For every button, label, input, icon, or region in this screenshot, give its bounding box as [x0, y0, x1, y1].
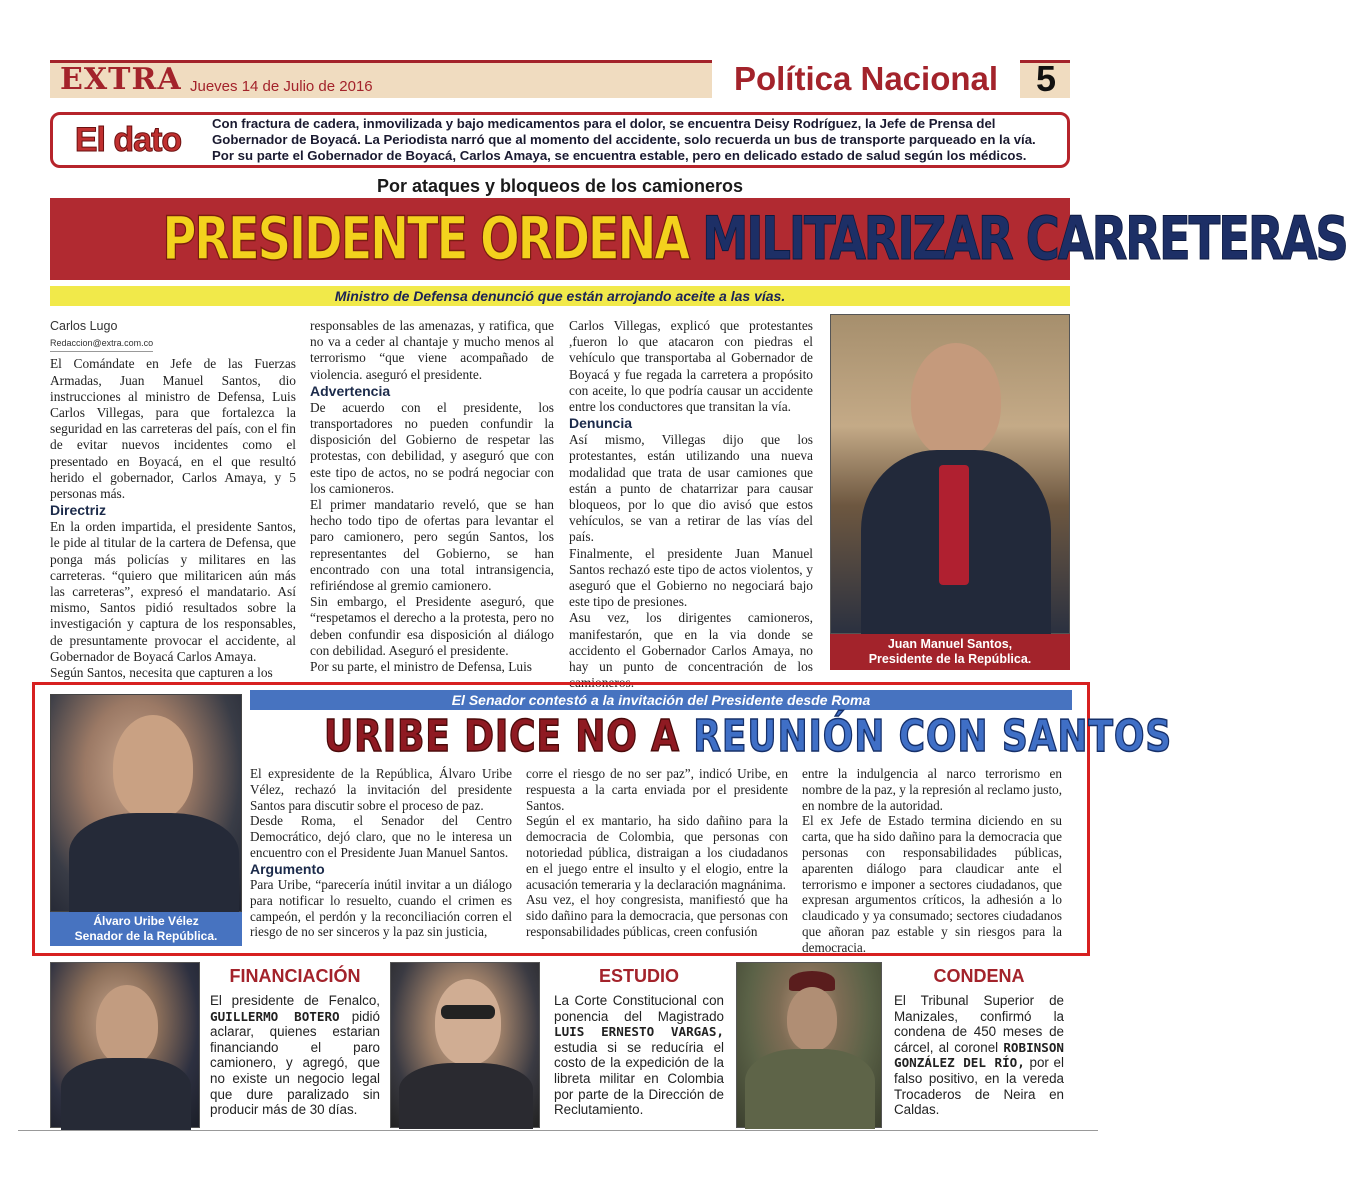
uribe-headline-part-a: URIBE DICE NO A — [323, 711, 680, 762]
uribe-photo-caption — [50, 912, 242, 946]
uribe-column-1 — [250, 766, 512, 940]
issue-date: Jueves 14 de Julio de 2016 — [190, 78, 373, 95]
brief-text — [554, 993, 724, 1118]
article-paragraph: De acuerdo con el presidente, los transportadores no pueden confundir la disposición del Gobierno de respetar las protestas, con debilidad, y aseguró que con este tipo de actos, no se podrá negociar con los camioneros. — [310, 399, 554, 496]
brief-title: FINANCIACIÓN — [229, 966, 361, 986]
newspaper-logo: EXTRA — [60, 62, 182, 97]
article-paragraph: responsables de las amenazas, y ratifica, que no va a ceder al chantaje y mucho menos al terrorismo “que viene acompañado de violencia. aseguró el presidente. — [310, 318, 554, 382]
brief-title: CONDENA — [933, 966, 1025, 986]
article-paragraph: Por su parte, el ministro de Defensa, Luis — [310, 659, 533, 675]
uribe-column-2 — [526, 766, 788, 940]
headline-part-b: MILITARIZAR CARRETERAS — [701, 204, 1347, 274]
santos-photo-caption — [830, 634, 1070, 670]
article-paragraph: Asu vez, los dirigentes camioneros, manifestarón, que en la via donde se accidento el Gobernador Carlos Amaya, no hay un punto de concentración de los camioneros. — [569, 610, 813, 691]
article-paragraph: Para Uribe, “parecería inútil invitar a un diálogo para notificar lo resuelto, cuando el crimen es campeón, el perdón y la reconciliación corren el riesgo de no ser sinceros y la paz sin justicia, — [250, 876, 512, 940]
article-paragraph: El Comándate en Jefe de las Fuerzas Armadas, Juan Manuel Santos, dio instrucciones al ministro de Defensa, Luis Carlos Villegas, para que fortalezca la seguridad en las carreteras del país, con el fin de evitar nuevos incidentes como el presentado en Boyacá, en el que resultó herido el gobernador, Carlos Amaya, y 5 personas más. — [50, 356, 296, 502]
vargas-photo — [390, 962, 540, 1128]
uribe-kicker: El Senador contestó a la invitación del Presidente desde Roma — [250, 690, 1072, 710]
brief-text-name: LUIS ERNESTO VARGAS, — [554, 1024, 724, 1040]
brief-financiacion — [210, 966, 380, 1118]
author-email: Redaccion@extra.com.co — [50, 335, 153, 352]
article-paragraph: Según Santos, necesita que capturen a los — [50, 665, 273, 681]
gonzalez-photo — [736, 962, 882, 1128]
brief-text-post: pidió aclarar, quienes estarian financiando el paro camionero, y agregó, que no existe un negocio legal que dure paralizado sin producir más de 30 días. — [210, 1008, 380, 1118]
headline-part-a: PRESIDENTE ORDENA — [162, 204, 689, 274]
article-paragraph: Según el ex mantario, ha sido dañino para la democracia de Colombia, que personas con notoriedad pública, distraigan a los ciudadanos en el juego entre el insulto y el elogio, entre la acusación temeraria y la declaración magnánima. — [526, 813, 788, 892]
article-paragraph: corre el riesgo de no ser paz”, indicó Uribe, en respuesta a la carta enviada por el presidente Santos. — [526, 766, 788, 813]
section-title: Política Nacional — [712, 60, 1020, 98]
brief-text-post: estudia si se reducíria el costo de la expedición de la libreta militar en Colombia por parte de la Dirección de Reclutamiento. — [554, 1039, 724, 1118]
brief-condena — [894, 966, 1064, 1118]
subheading-directriz: Directriz — [50, 502, 107, 519]
brief-text-pre: El presidente de Fenalco, — [210, 993, 380, 1008]
caption-line: Presidente de la República. — [868, 652, 1032, 666]
article-column-2 — [310, 318, 554, 675]
article-paragraph: Sin embargo, el Presidente aseguró, que “respetamos el derecho a la protesta, pero no deben confundir esa disposición al diálogo con debilidad. Aseguró el presidente. — [310, 594, 554, 658]
brief-title: ESTUDIO — [598, 966, 679, 986]
uribe-column-3 — [802, 766, 1062, 956]
brief-text-pre: El Tribunal Superior de Manizales, confirmó la condena de 450 meses de cárcel, al coronel — [894, 993, 1064, 1055]
caption-line: Álvaro Uribe Vélez — [93, 914, 199, 928]
el-dato-text: Con fractura de cadera, inmovilizada y bajo medicamentos para el dolor, se encuentra Deisy Rodríguez, la Jefe de Prensa del Gobernador de Boyacá. La Periodista narró que al momento del accidente, solo recuerda un bus de transporte parqueado en la vía. Por su parte el Gobernador de Boyacá, Carlos Amaya, se encuentra estable, pero en delicado estado de salud según los médicos. — [212, 116, 1036, 163]
brief-estudio — [554, 966, 724, 1118]
article-paragraph: Desde Roma, el Senador del Centro Democrático, dejó claro, que no le interesa un encuentro con el Presidente Juan Manuel Santos. — [250, 813, 512, 860]
brief-text — [210, 993, 380, 1118]
brief-text-name: GUILLERMO BOTERO — [210, 1008, 340, 1024]
caption-line: Juan Manuel Santos, — [887, 637, 1013, 651]
author-name: Carlos Lugo — [50, 319, 118, 333]
subheading-argumento: Argumento — [250, 860, 325, 877]
article-paragraph: El ex Jefe de Estado termina diciendo en su carta, que ha sido dañino para la democracia que personas con responsabilidades públicas, aparenten diálogo para claudicar ante el terrorismo e imponer a sectores ciudadanos, que expresan argumentos críticos, la adhesión a lo claudicado y ya consumado; sectores ciudadanos que añoran paz estable y sin riesgos para la democracia. — [802, 813, 1062, 955]
article-paragraph: Asu vez, el hoy congresista, manifiestó que ha sido dañino para la democracia, que personas con responsabilidades públicas, creen confusión — [526, 892, 788, 939]
uribe-photo — [50, 694, 242, 912]
main-kicker: Por ataques y bloqueos de los camioneros — [376, 176, 744, 196]
uribe-headline-part-b: REUNIÓN CON SANTOS — [693, 711, 1173, 762]
subheading-advertencia: Advertencia — [310, 382, 391, 399]
main-subhead: Ministro de Defensa denunció que están arrojando aceite a las vías. — [334, 288, 786, 304]
article-paragraph: Carlos Villegas, explicó que protestantes ,fueron lo que atacaron con piedras el vehículo que transportaba al Gobernador de Boyacá y fue regada la carretera a propósito con aceite, lo que podría causar un accidente entre los conductores que transitan la vía. — [569, 318, 813, 415]
article-paragraph: El expresidente de la República, Álvaro Uribe Vélez, rechazó la invitación del presidente Santos para discutir sobre el proceso de paz. — [250, 766, 512, 813]
brief-text — [894, 993, 1064, 1118]
brief-text-pre: La Corte Constitucional con ponencia del Magistrado — [554, 993, 724, 1024]
uribe-headline — [323, 711, 1173, 762]
botero-photo — [50, 962, 200, 1128]
subheading-denuncia: Denuncia — [569, 415, 633, 432]
article-paragraph: entre la indulgencia al narco terrorismo en nombre de la paz, y la represión al reclamo justo, en nombre de la autoridad. — [802, 766, 1062, 813]
santos-photo — [830, 314, 1070, 634]
article-column-3 — [569, 318, 813, 691]
article-column-1 — [50, 318, 296, 681]
page-number: 5 — [1035, 58, 1057, 99]
el-dato-label: El dato — [74, 121, 182, 159]
caption-line: Senador de la República. — [74, 928, 218, 943]
article-paragraph: En la orden impartida, el presidente Santos, le pide al titular de la cartera de Defensa, que ponga más policías y militares en las carreteras. “quiero que militaricen aún más las carreteras”, expresó el mandatario. Así mismo, Santos pidió resultados sobre la investigación y captura de los responsables, de presuntamente provocar el accidente, al Gobernador de Boyacá Carlos Amaya. — [50, 519, 296, 664]
article-paragraph: Finalmente, el presidente Juan Manuel Santos rechazó este tipo de actos violentos, y aseguró que el Gobierno no negociará bajo este tipo de presiones. — [569, 545, 813, 610]
page-bottom-rule — [18, 1130, 1098, 1131]
main-headline — [162, 198, 1347, 280]
article-paragraph: El primer mandatario reveló, que se han hecho todo tipo de ofertas para levantar el paro camionero, pero según Santos, los representantes del Gobierno, se han encontrado con una total intransigencia, refiriéndose al gremio camionero. — [310, 497, 554, 594]
brief-text-post: por el falso positivo, en la vereda Trocaderos de Neira en Caldas. — [894, 1055, 1064, 1118]
article-paragraph: Así mismo, Villegas dijo que los protestantes, están utilizando una nueva modalidad que trata de usar camiones que están a punto de chatarrizar para causar bloqueos, por lo que dio avisó que estos vehículos, se van a retirar de las vías del país. — [569, 432, 813, 545]
brief-text-name: ROBINSON GONZÁLEZ DEL RÍO, — [894, 1039, 1064, 1071]
